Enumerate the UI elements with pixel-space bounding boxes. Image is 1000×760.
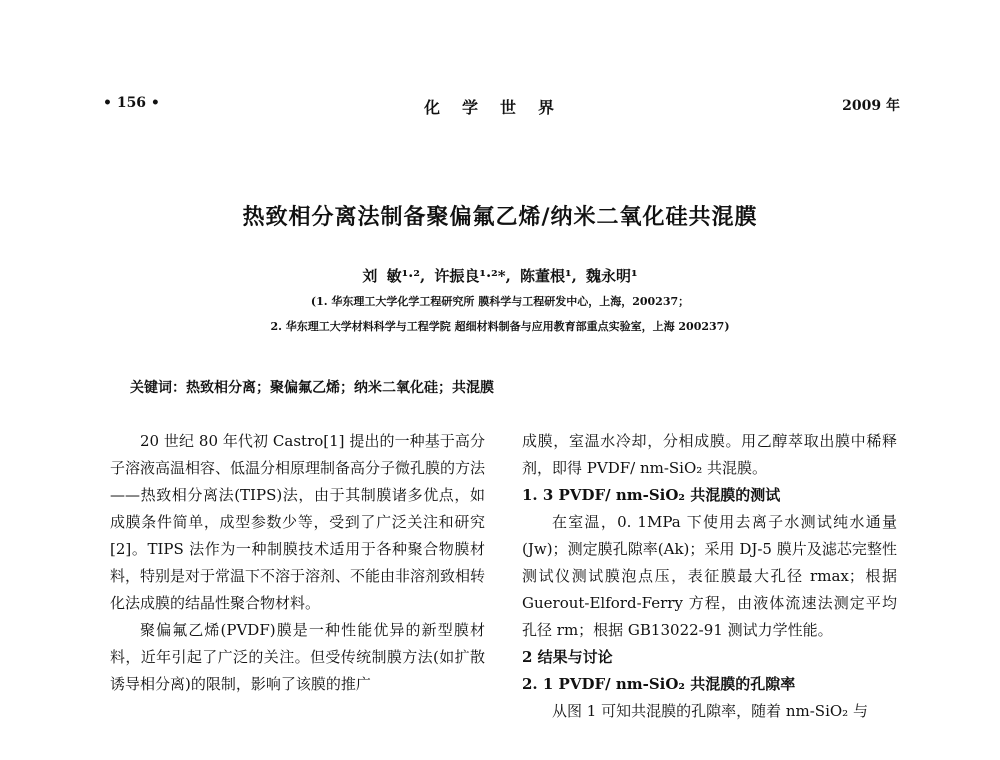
method-paragraph-cont: 成膜，室温水冷却，分相成膜。用乙醇萃取出膜中稀释剂，即得 PVDF/ nm-SiO₂ 共混膜。 (522, 432, 897, 477)
publication-year: 2009 年 (842, 98, 900, 114)
section-heading-2-1: 2. 1 PVDF/ nm-SiO₂ 共混膜的孔隙率 (522, 675, 796, 693)
results-paragraph: 从图 1 可知共混膜的孔隙率，随着 nm-SiO₂ 与 (552, 702, 868, 720)
intro-paragraph-2: 聚偏氟乙烯(PVDF)膜是一种性能优异的新型膜材料，近年引起了广泛的关注。但受传统制膜方法(如扩散诱导相分离)的限制，影响了该膜的推广 (110, 621, 485, 693)
right-column (522, 428, 897, 725)
test-paragraph: 在室温，0. 1MPa 下使用去离子水测试纯水通量(Jw)；测定膜孔隙率(Ak)；采用 DJ-5 膜片及滤芯完整性测试仪测试膜泡点压，表征膜最大孔径 rmax；根据 Guerout-Elford-Ferry 方程，由液体流速法测定平均孔径 rm；根据 GB13022-91 测试力学性能。 (522, 513, 897, 639)
section-heading-2: 2 结果与讨论 (522, 648, 613, 666)
author-list: 刘 敏¹·², 许振良¹·²*, 陈董根¹, 魏永明¹ (362, 267, 638, 285)
affiliation-2: 2. 华东理工大学材料科学与工程学院 超细材料制备与应用教育部重点实验室，上海 200237) (270, 320, 730, 333)
left-column (110, 428, 485, 698)
journal-name: 化学世界 (423, 98, 576, 117)
intro-paragraph-1: 20 世纪 80 年代初 Castro[1] 提出的一种基于高分子溶液高温相容、低温分相原理制备高分子微孔膜的方法——热致相分离法(TIPS)法，由于其制膜诸多优点，如成膜条件简单，成型参数少等，受到了广泛关注和研究[2]。TIPS 法作为一种制膜技术适用于各种聚合物膜材料，特别是对于常温下不溶于溶剂、不能由非溶剂致相转化法成膜的结晶性聚合物材料。 (110, 432, 486, 612)
keywords: 关键词：热致相分离；聚偏氟乙烯；纳米二氧化硅；共混膜 (130, 380, 494, 396)
paper-title: 热致相分离法制备聚偏氟乙烯/纳米二氧化硅共混膜 (242, 205, 758, 230)
page-number: • 156 • (103, 95, 160, 111)
section-heading-1-3: 1. 3 PVDF/ nm-SiO₂ 共混膜的测试 (522, 486, 781, 504)
affiliation-1: (1. 华东理工大学化学工程研究所 膜科学与工程研发中心，上海，200237； (310, 295, 690, 308)
